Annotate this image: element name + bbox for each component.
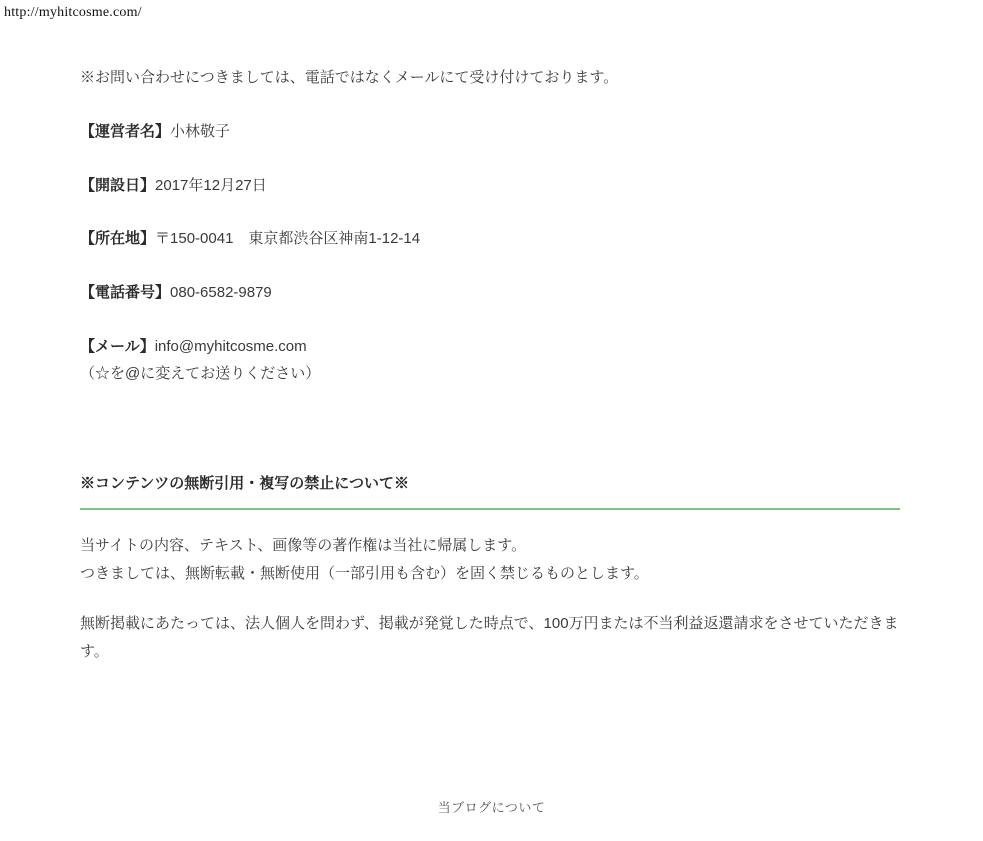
field-phone xyxy=(80,281,900,306)
contact-notice: ※お問い合わせにつきましては、電話ではなくメールにて受け付けております。 xyxy=(80,69,619,86)
browser-url-bar: http://myhitcosme.com/ xyxy=(4,5,142,20)
field-address xyxy=(80,227,900,252)
field-operator-name xyxy=(80,120,900,145)
content-column xyxy=(80,66,900,665)
copyright-paragraph-1 xyxy=(80,532,900,588)
field-value: info@myhitcosme.com xyxy=(154,337,307,355)
footer xyxy=(0,797,983,817)
field-label: 【運営者名】 xyxy=(80,122,171,140)
email-note: （☆を@に変えてお送りください） xyxy=(80,364,321,382)
field-value: 〒150-0041 東京都渋谷区神南1-12-14 xyxy=(155,230,421,248)
copyright-line-1: 当サイトの内容、テキスト、画像等の著作権は当社に帰属します。 xyxy=(80,537,527,555)
field-value: 2017年12月27日 xyxy=(155,176,267,194)
field-value: 小林敬子 xyxy=(170,122,231,140)
field-label: 【電話番号】 xyxy=(80,284,171,301)
section-divider xyxy=(80,508,900,510)
field-open-date xyxy=(80,174,900,199)
copyright-paragraph-2: 無断掲載にあたっては、法人個人を問わず、掲載が発覚した時点で、100万円または不当利益返還請求をさせていただきます。 xyxy=(80,614,899,660)
field-label: 【所在地】 xyxy=(80,230,156,248)
field-value: 080-6582-9879 xyxy=(170,284,272,301)
section-heading-copyright: ※コンテンツの無断引用・複写の禁止について※ xyxy=(80,475,409,493)
page-body xyxy=(0,66,983,665)
field-label: 【メール】 xyxy=(80,337,155,355)
footer-link-about-blog[interactable]: 当ブログについて xyxy=(437,800,546,815)
field-email xyxy=(80,335,900,360)
field-label: 【開設日】 xyxy=(80,176,156,194)
copyright-line-2: つきましては、無断転載・無断使用（一部引用も含む）を固く禁じるものとします。 xyxy=(80,565,649,582)
